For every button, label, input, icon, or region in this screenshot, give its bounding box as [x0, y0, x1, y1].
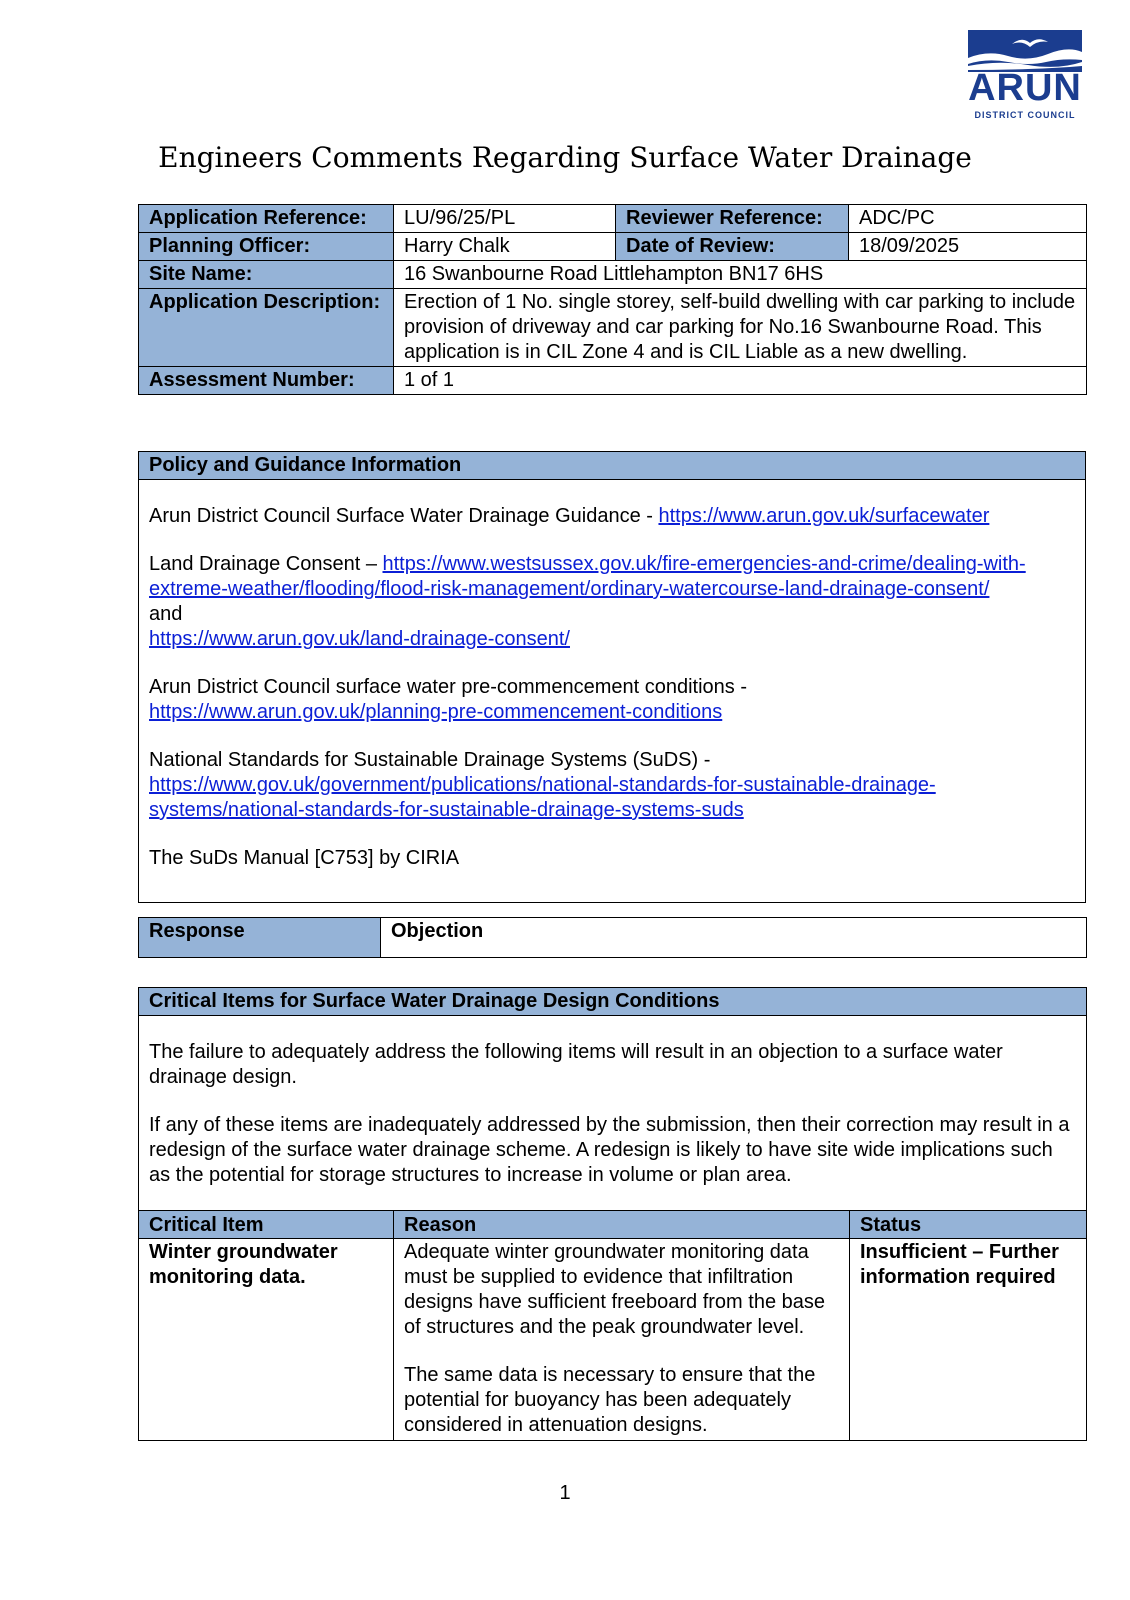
guidance-text: Arun District Council Surface Water Drainage Guidance -	[149, 505, 659, 527]
response-value: Objection	[381, 918, 1087, 958]
reason-text-2: The same data is necessary to ensure that the potential for buoyancy has been adequately considered in attenuation designs.	[404, 1364, 816, 1436]
council-logo	[968, 30, 1082, 120]
description-value: Erection of 1 No. single storey, self-build dwelling with car parking to include provision of driveway and car parking for No.16 Swanbourne Road. This application is in CIL Zone 4 and is CIL Liable as a new dwelling.	[394, 289, 1087, 367]
reason-cell	[394, 1239, 850, 1441]
critical-item-cell: Winter groundwater monitoring data.	[139, 1239, 394, 1441]
assessment-label: Assessment Number:	[139, 367, 394, 395]
land-drainage-text: Land Drainage Consent –	[149, 553, 383, 575]
reason-text-1: Adequate winter groundwater monitoring data must be supplied to evidence that infiltration designs have sufficient freeboard from the base of structures and the peak groundwater level.	[404, 1241, 825, 1338]
policy-guidance-table	[138, 451, 1086, 903]
logo-subtitle: DISTRICT COUNCIL	[974, 110, 1076, 120]
land-drainage-and: and	[149, 603, 183, 625]
page-title: Engineers Comments Regarding Surface Water Drainage	[158, 141, 972, 174]
officer-label: Planning Officer:	[139, 233, 394, 261]
response-label: Response	[139, 918, 381, 958]
land-drainage-link[interactable]: https://www.westsussex.gov.uk/fire-emergencies-and-crime/dealing-with-extreme-weather/flooding/flood-risk-management/ordinary-watercourse-land-drainage-consent/	[149, 553, 1026, 600]
reviewer-ref-value: ADC/PC	[849, 205, 1087, 233]
response-table	[138, 917, 1087, 958]
page-number: 1	[559, 1482, 571, 1504]
site-name-value: 16 Swanbourne Road Littlehampton BN17 6HS	[394, 261, 1087, 289]
policy-body	[139, 480, 1086, 903]
national-standards-text: National Standards for Sustainable Drainage Systems (SuDS) -	[149, 749, 711, 771]
national-standards-paragraph	[149, 748, 1075, 823]
guidance-paragraph	[149, 504, 1075, 529]
officer-value: Harry Chalk	[394, 233, 616, 261]
land-drainage-paragraph	[149, 552, 1075, 652]
col-status: Status	[850, 1211, 1087, 1239]
critical-items-table	[138, 987, 1087, 1441]
review-date-label: Date of Review:	[616, 233, 849, 261]
assessment-value: 1 of 1	[394, 367, 1087, 395]
application-info-table	[138, 204, 1087, 395]
col-critical-item: Critical Item	[139, 1211, 394, 1239]
precommencement-paragraph	[149, 675, 1075, 725]
status-cell: Insufficient – Further information required	[850, 1239, 1087, 1441]
app-ref-value: LU/96/25/PL	[394, 205, 616, 233]
reviewer-ref-label: Reviewer Reference:	[616, 205, 849, 233]
critical-header: Critical Items for Surface Water Drainage Design Conditions	[139, 988, 1087, 1016]
guidance-link[interactable]: https://www.arun.gov.uk/surfacewater	[658, 505, 990, 527]
arun-wave-logo-icon	[968, 30, 1082, 72]
col-reason: Reason	[394, 1211, 850, 1239]
national-standards-link[interactable]: https://www.gov.uk/government/publications/national-standards-for-sustainable-drainage-systems/national-standards-for-sustainable-drainage-systems-suds	[149, 774, 936, 821]
precommencement-link[interactable]: https://www.arun.gov.uk/planning-pre-commencement-conditions	[149, 701, 723, 723]
policy-header: Policy and Guidance Information	[139, 452, 1086, 480]
review-date-value: 18/09/2025	[849, 233, 1087, 261]
arun-land-drainage-link[interactable]: https://www.arun.gov.uk/land-drainage-consent/	[149, 628, 570, 650]
critical-intro-2: If any of these items are inadequately addressed by the submission, then their correction may result in a redesign of the surface water drainage scheme. A redesign is likely to have site wide implications such as the potential for storage structures to increase in volume or plan area.	[149, 1114, 1070, 1186]
description-label: Application Description:	[139, 289, 394, 367]
critical-intro	[139, 1016, 1087, 1211]
suds-manual-text: The SuDs Manual [C753] by CIRIA	[149, 847, 460, 869]
logo-wordmark: ARUN	[968, 67, 1082, 109]
precommencement-text: Arun District Council surface water pre-commencement conditions -	[149, 676, 747, 698]
table-row	[139, 1239, 1087, 1441]
app-ref-label: Application Reference:	[139, 205, 394, 233]
site-name-label: Site Name:	[139, 261, 394, 289]
critical-intro-1: The failure to adequately address the following items will result in an objection to a surface water drainage design.	[149, 1041, 1003, 1088]
